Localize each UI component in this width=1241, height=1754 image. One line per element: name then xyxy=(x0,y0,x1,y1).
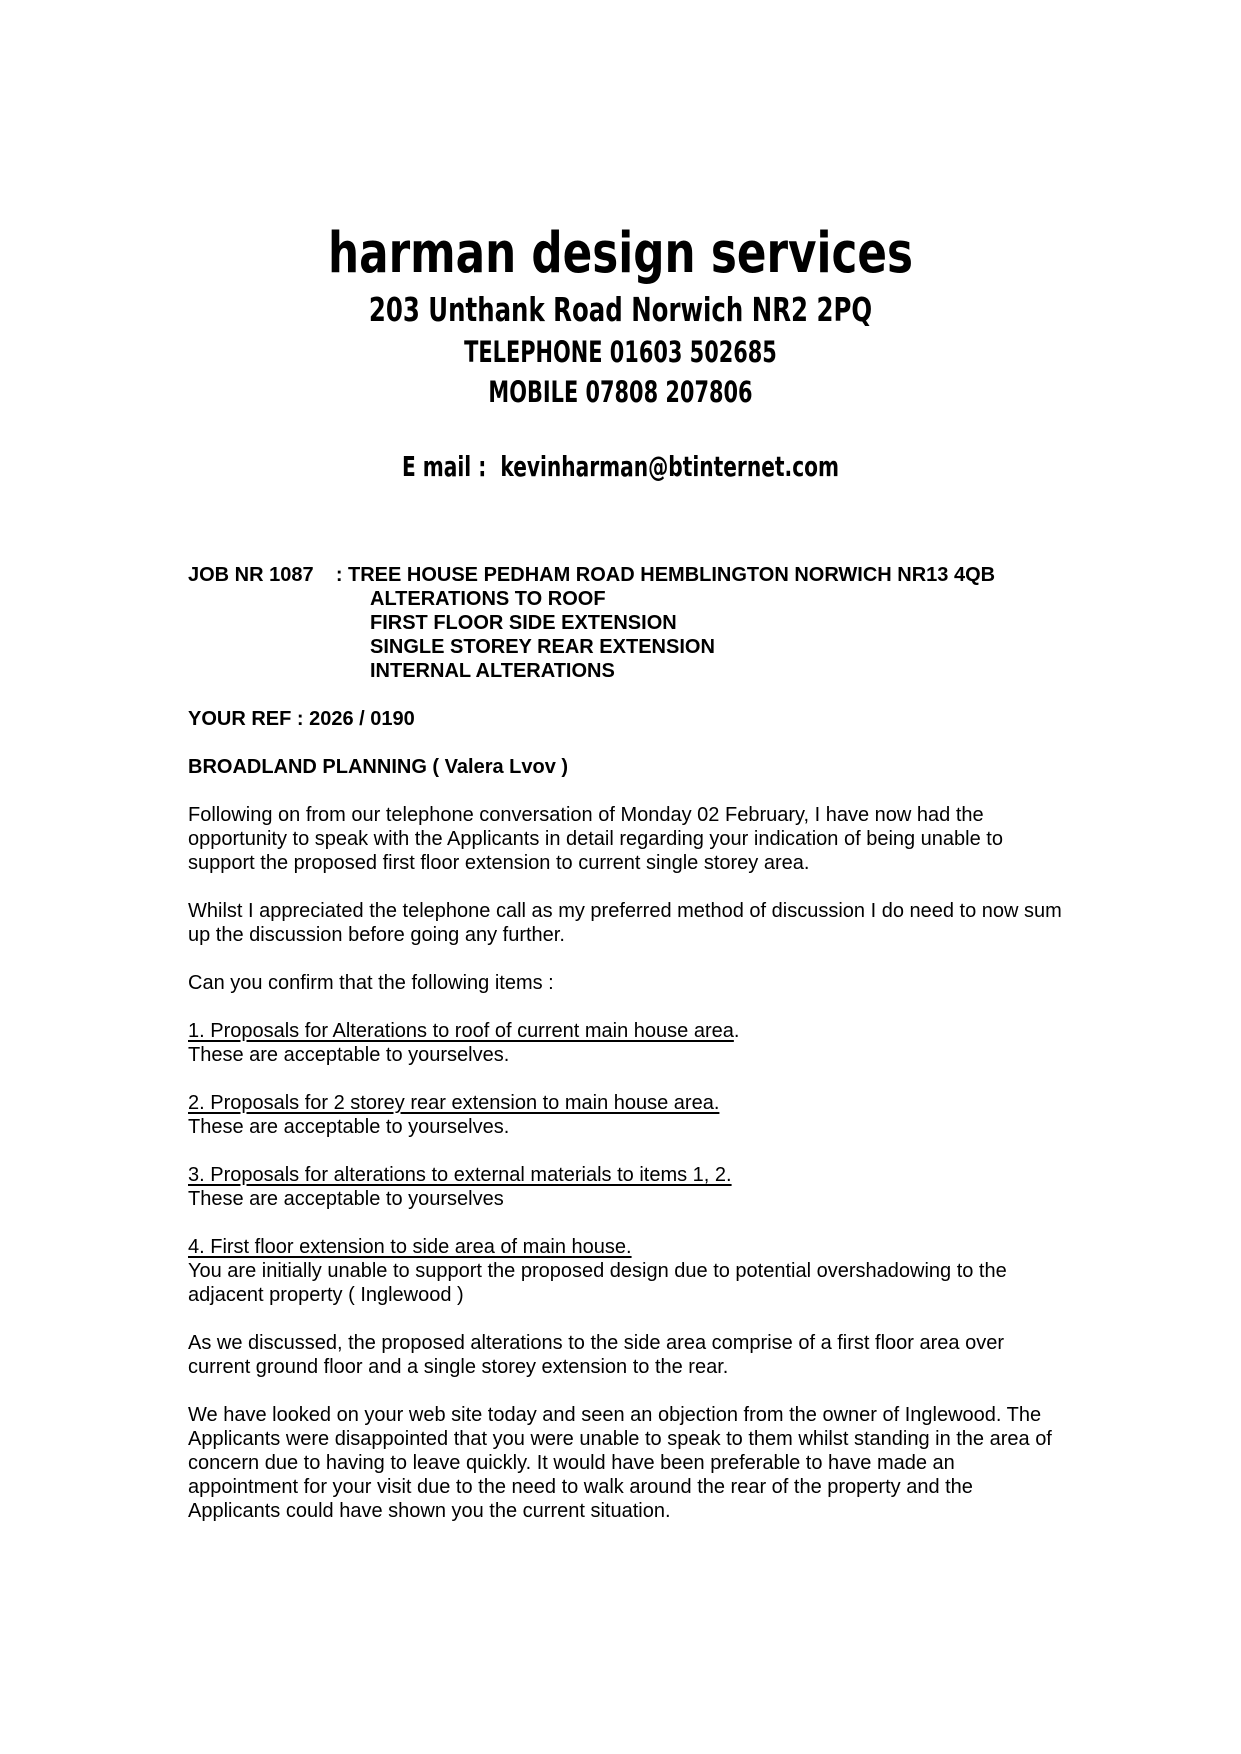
recipient: BROADLAND PLANNING ( Valera Lvov ) xyxy=(188,756,569,778)
job-work-item: ALTERATIONS TO ROOF xyxy=(370,588,606,610)
list-item xyxy=(188,1019,1068,1067)
item-heading: 3. Proposals for alterations to external materials to items 1, 2. xyxy=(188,1164,732,1186)
paragraph: Can you confirm that the following items : xyxy=(188,972,554,994)
email-address: kevinharman@btinternet.com xyxy=(500,450,840,483)
item-heading: 2. Proposals for 2 storey rear extension to main house area. xyxy=(188,1092,720,1114)
job-details xyxy=(348,563,1068,683)
item-heading-line xyxy=(188,1019,1068,1043)
item-body: These are acceptable to yourselves. xyxy=(188,1116,510,1138)
item-heading-line xyxy=(188,1235,1068,1259)
company-address: 203 Unthank Road Norwich NR2 2PQ xyxy=(368,290,873,329)
item-body: These are acceptable to yourselves. xyxy=(188,1044,510,1066)
item-heading-line xyxy=(188,1091,1068,1115)
paragraph: Whilst I appreciated the telephone call as my preferred method of discussion I do need to now sum up the discussion before going any further. xyxy=(188,900,1062,946)
list-item xyxy=(188,1163,1068,1211)
job-work-item: INTERNAL ALTERATIONS xyxy=(370,660,615,682)
paragraph: Following on from our telephone conversation of Monday 02 February, I have now had the opportunity to speak with the Applicants in detail regarding your indication of being unable to support the proposed first floor extension to current single storey area. xyxy=(188,804,1003,874)
job-work-item: SINGLE STOREY REAR EXTENSION xyxy=(370,636,715,658)
your-reference: YOUR REF : 2026 / 0190 xyxy=(188,708,415,730)
item-heading: 1. Proposals for Alterations to roof of current main house area xyxy=(188,1020,734,1042)
item-heading: 4. First floor extension to side area of main house. xyxy=(188,1236,632,1258)
paragraph: We have looked on your web site today and seen an objection from the owner of Inglewood. The Applicants were disappointed that you were unable to speak to them whilst standing in the area of concern due to having to leave quickly. It would have been preferable to have made an appointment for your visit due to the need to walk around the rear of the property and the Applicants could have shown you the current situation. xyxy=(188,1404,1052,1522)
email-prefix: E mail : xyxy=(401,450,487,483)
job-address: TREE HOUSE PEDHAM ROAD HEMBLINGTON NORWICH NR13 4QB xyxy=(348,564,996,586)
company-name: harman design services xyxy=(328,221,913,286)
list-item xyxy=(188,1091,1068,1139)
letterhead xyxy=(0,220,1241,487)
item-heading-trail: . xyxy=(733,1020,740,1042)
item-body: These are acceptable to yourselves xyxy=(188,1188,504,1210)
paragraph: As we discussed, the proposed alterations to the side area comprise of a first floor area over current ground floor and a single storey extension to the rear. xyxy=(188,1332,1004,1378)
list-item xyxy=(188,1235,1068,1307)
company-mobile: MOBILE 07808 207806 xyxy=(488,375,753,409)
item-heading-line xyxy=(188,1163,1068,1187)
letter-body xyxy=(188,563,1068,1523)
job-reference-block xyxy=(188,563,1068,683)
item-body: You are initially unable to support the proposed design due to potential overshadowing to the adjacent property ( Inglewood ) xyxy=(188,1260,1007,1306)
company-telephone: TELEPHONE 01603 502685 xyxy=(464,335,777,369)
job-work-item: FIRST FLOOR SIDE EXTENSION xyxy=(370,612,677,634)
company-email xyxy=(174,447,1068,487)
job-number-label: JOB NR 1087 : xyxy=(188,564,343,586)
